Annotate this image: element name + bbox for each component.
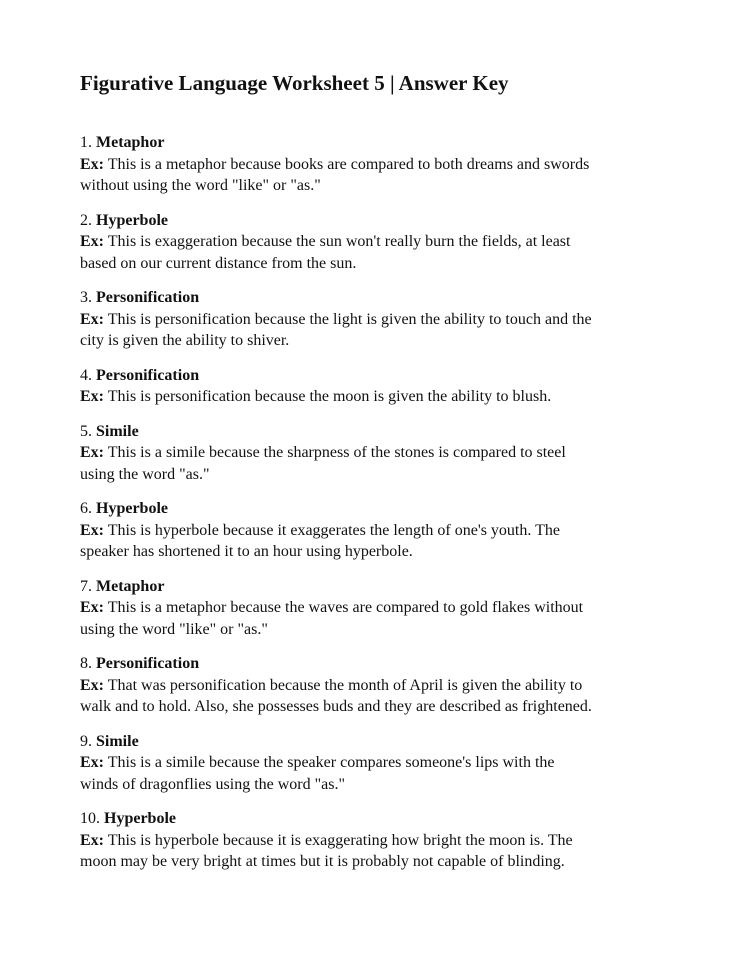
answer-number: 1. (80, 134, 92, 151)
explanation-text: This is personification because the light is given the ability to touch and the (107, 310, 592, 328)
ex-label: Ex: (80, 521, 104, 539)
page-title: Figurative Language Worksheet 5 | Answer Key (80, 71, 509, 95)
ex-label: Ex: (80, 444, 104, 461)
answer-item (80, 365, 680, 408)
answer-heading (80, 808, 680, 830)
answer-heading (80, 132, 680, 154)
answer-item (80, 210, 680, 275)
explanation-line (80, 851, 680, 873)
explanation-text: walk and to hold. Also, she possesses buds and they are described as frightened. (80, 698, 592, 715)
explanation-line (80, 154, 680, 176)
explanation-text: moon may be very bright at times but it is probably not capable of blinding. (80, 853, 565, 870)
explanation-text: This is hyperbole because it is exaggerating how bright the moon is. The (107, 831, 573, 849)
answer-term: Metaphor (96, 577, 165, 595)
answer-number: 9. (80, 732, 92, 750)
explanation-text: winds of dragonflies using the word "as." (80, 775, 346, 793)
explanation-line (80, 386, 680, 408)
answer-heading (80, 287, 680, 309)
explanation-text: speaker has shortened it to an hour using hyperbole. (80, 543, 413, 560)
answer-item (80, 731, 680, 796)
explanation-text: This is a metaphor because books are compared to both dreams and swords (107, 155, 590, 173)
answer-number: 2. (80, 211, 92, 229)
explanation-line (80, 253, 680, 275)
explanation-text: This is a simile because the sharpness of the stones is compared to steel (107, 444, 566, 461)
answer-heading (80, 731, 680, 753)
answer-number: 4. (80, 366, 92, 384)
answer-number: 3. (80, 289, 92, 306)
explanation-text: using the word "like" or "as." (80, 620, 268, 638)
answer-item (80, 287, 680, 352)
explanation-line (80, 597, 680, 619)
answer-term: Metaphor (96, 134, 165, 151)
answer-heading (80, 365, 680, 387)
explanation-text: That was personification because the month of April is given the ability to (107, 676, 583, 694)
answer-list (80, 132, 680, 873)
explanation-text: based on our current distance from the sun. (80, 254, 357, 272)
ex-label: Ex: (80, 831, 104, 849)
answer-term: Hyperbole (104, 810, 176, 827)
explanation-text: city is given the ability to shiver. (80, 332, 290, 349)
explanation-line (80, 830, 680, 852)
explanation-text: This is hyperbole because it exaggerates the length of one's youth. The (107, 521, 560, 539)
explanation-text: This is a simile because the speaker compares someone's lips with the (107, 754, 555, 771)
answer-number: 8. (80, 655, 92, 672)
ex-label: Ex: (80, 233, 104, 250)
answer-number: 6. (80, 500, 92, 517)
explanation-line (80, 330, 680, 352)
ex-label: Ex: (80, 599, 104, 616)
answer-term: Simile (96, 422, 139, 440)
explanation-text: using the word "as." (80, 465, 210, 483)
ex-label: Ex: (80, 754, 104, 771)
answer-term: Hyperbole (96, 500, 168, 517)
answer-heading (80, 210, 680, 232)
explanation-text: This is exaggeration because the sun won't really burn the fields, at least (107, 233, 571, 250)
answer-number: 7. (80, 577, 92, 595)
answer-term: Simile (96, 732, 139, 750)
explanation-text: without using the word "like" or "as." (80, 177, 321, 194)
answer-term: Personification (96, 289, 200, 306)
explanation-line (80, 619, 680, 641)
explanation-line (80, 520, 680, 542)
answer-heading (80, 498, 680, 520)
answer-number: 5. (80, 422, 92, 440)
explanation-line (80, 464, 680, 486)
answer-term: Personification (96, 655, 200, 672)
explanation-line (80, 175, 680, 197)
explanation-line (80, 752, 680, 774)
explanation-line (80, 774, 680, 796)
answer-term: Personification (96, 366, 200, 384)
explanation-line (80, 541, 680, 563)
answer-item (80, 498, 680, 563)
ex-label: Ex: (80, 388, 104, 405)
answer-item (80, 808, 680, 873)
worksheet-page (80, 68, 680, 886)
answer-number: 10. (80, 810, 100, 827)
answer-item (80, 653, 680, 718)
explanation-line (80, 442, 680, 464)
answer-item (80, 576, 680, 641)
answer-item (80, 421, 680, 486)
explanation-text: This is a metaphor because the waves are compared to gold flakes without (107, 599, 584, 616)
answer-term: Hyperbole (96, 211, 168, 229)
answer-item (80, 132, 680, 197)
explanation-line (80, 675, 680, 697)
answer-heading (80, 576, 680, 598)
ex-label: Ex: (80, 310, 104, 328)
explanation-line (80, 309, 680, 331)
answer-heading (80, 421, 680, 443)
explanation-line (80, 231, 680, 253)
answer-heading (80, 653, 680, 675)
explanation-line (80, 696, 680, 718)
ex-label: Ex: (80, 155, 104, 173)
ex-label: Ex: (80, 676, 104, 694)
explanation-text: This is personification because the moon is given the ability to blush. (107, 388, 552, 405)
